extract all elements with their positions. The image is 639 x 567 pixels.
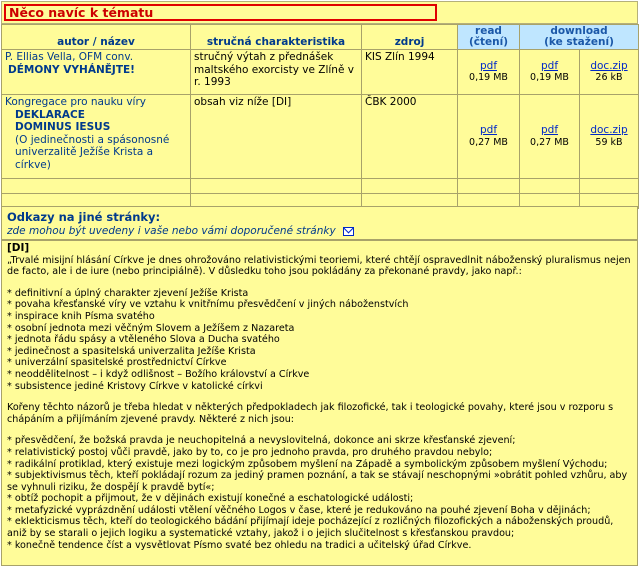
cell-read xyxy=(458,95,520,179)
file-size: 59 kB xyxy=(595,136,623,148)
di-intro: „Trvalé misijní hlásání Církve je dnes ohrožováno relativistickými teoriemi, které chtějí ospravedlnit náboženský pluralismus nejen de facto, ale i de iure (nebo principiálně). V důsledku toho jsou pokládány za překonané pravdy, jako např.: xyxy=(7,254,631,278)
header-source: zdroj xyxy=(362,25,458,50)
table-row xyxy=(2,50,639,95)
links-subtext xyxy=(7,224,632,238)
download-doc-link[interactable]: doc.zip xyxy=(590,59,628,72)
header-author: autor / název xyxy=(2,25,191,50)
list-item: * konečně tendence číst a vysvětlovat Písmo svaté bez ohledu na tradici a učitelský úřad Církve. xyxy=(7,539,472,551)
header-read xyxy=(458,25,520,50)
cell-download-pdf xyxy=(520,50,580,95)
cell-author xyxy=(2,50,191,95)
list-item: * univerzální spasitelské prostřednictví Církve xyxy=(7,357,227,369)
list-item: * osobní jednota mezi věčným Slovem a Ježíšem z Nazareta xyxy=(7,322,295,334)
links-heading: Odkazy na jiné stránky: xyxy=(7,210,161,224)
document-title-line: DOMINUS IESUS xyxy=(15,121,111,133)
document-title: DÉMONY VYHÁNĚJTE! xyxy=(8,63,135,76)
list-item: * definitivní a úplný charakter zjevení Ježíše Krista xyxy=(7,287,249,299)
download-pdf-link[interactable]: pdf xyxy=(540,124,559,136)
document-title-line: DEKLARACE xyxy=(15,108,85,121)
cell-author xyxy=(2,95,191,179)
section-title: Něco navíc k tématu xyxy=(4,4,437,21)
list-item: * neoddělitelnost – i když odlišnost – Božího království a Církve xyxy=(7,368,310,380)
header-download xyxy=(520,25,639,50)
empty-row xyxy=(2,179,639,194)
list-item: * jednota řádu spásy a vtěleného Slova a Ducha svatého xyxy=(7,334,280,346)
file-size: 0,27 MB xyxy=(469,136,508,148)
cell-download-pdf xyxy=(520,95,580,179)
read-pdf-link[interactable]: pdf xyxy=(479,124,498,136)
document-subtitle: (O jedinečnosti a spásonosné univerzalitě Ježíše Krista a církve) xyxy=(15,133,170,171)
cell-characteristic: stručný výtah z přednášek maltského exorcisty ve Zlíně v r. 1993 xyxy=(191,50,362,95)
header-characteristic: stručná charakteristika xyxy=(191,25,362,50)
download-pdf-link[interactable]: pdf xyxy=(540,59,559,72)
list-item: * přesvědčení, že božská pravda je neuchopitelná a nevyslovitelná, dokonce ani skrze křesťanské zjevení; xyxy=(7,435,516,447)
section-header xyxy=(1,1,638,24)
list-item: * eklekticismus těch, kteří do teologického bádání přijímají ideje pocházející z rozličných filozofických a náboženských proudů, aniž by se starali o jejich logiku a systematické vztahy, jakož i o jejich slučitelnost s křesťanskou pravdou; xyxy=(7,516,614,540)
list-item: * subjektivismus těch, kteří pokládají rozum za jediný pramen poznání, a tak se stávají neschopnými »obrátit pohled vzhůru, aby se vyhnuli riziku, že dospějí k pravdě bytí«; xyxy=(7,470,628,493)
list-item: * inspirace knih Písma svatého xyxy=(7,310,155,322)
file-size: 0,19 MB xyxy=(469,72,508,83)
header-read-label: read xyxy=(475,25,502,37)
di-content xyxy=(1,240,638,566)
cell-download-doc xyxy=(580,50,639,95)
file-size: 26 kB xyxy=(595,72,623,83)
resources-table xyxy=(1,24,639,209)
read-pdf-link[interactable]: pdf xyxy=(479,59,498,72)
list-item: * povaha křesťanské víry ve vztahu k vnitřnímu přesvědčení v jiných náboženstvích xyxy=(7,299,409,311)
links-subtext-label: zde mohou být uvedeny i vaše nebo vámi doporučené stránky xyxy=(7,225,336,237)
cell-read xyxy=(458,50,520,95)
table-header-row xyxy=(2,25,639,50)
cell-source: KIS Zlín 1994 xyxy=(362,50,458,95)
list-item: * radikální protiklad, který existuje mezi logickým způsobem myšlení na Západě a symbolickým způsobem myšlení Východu; xyxy=(7,458,608,470)
di-label: [DI] xyxy=(7,242,30,254)
list-item: * jedinečnost a spasitelská univerzalita Ježíše Krista xyxy=(7,345,256,357)
cell-characteristic: obsah viz níže [DI] xyxy=(191,95,362,179)
cell-source: ČBK 2000 xyxy=(362,95,458,179)
header-read-sub: (čtení) xyxy=(468,36,509,48)
header-download-label: download xyxy=(550,25,608,37)
list-item: * obtíž pochopit a přijmout, že v dějinách existují konečné a eschatologické události; xyxy=(7,493,414,505)
download-doc-link[interactable]: doc.zip xyxy=(590,124,628,136)
mail-icon[interactable] xyxy=(343,227,354,236)
file-size: 0,19 MB xyxy=(530,72,569,83)
table-row xyxy=(2,95,639,179)
links-section xyxy=(1,206,638,240)
list-item: * metafyzické vyprázdnění události vtělení věčného Logos v čase, které je redukováno na pouhé zjevení Boha v dějinách; xyxy=(7,504,591,516)
author-name: P. Ellias Vella, OFM conv. xyxy=(5,51,134,63)
list-item: * relativistický postoj vůči pravdě, jako by to, co je pro jednoho pravda, pro druhého pravdou nebylo; xyxy=(7,446,493,458)
cell-download-doc xyxy=(580,95,639,179)
di-middle: Kořeny těchto názorů je třeba hledat v některých předpokladech jak filozofické, tak i teologické povahy, které jsou v rozporu s chápáním a přijímáním zjevené pravdy. Některé z nich jsou: xyxy=(7,402,614,425)
header-download-sub: (ke stažení) xyxy=(544,36,614,48)
author-name: Kongregace pro nauku víry xyxy=(5,96,146,108)
file-size: 0,27 MB xyxy=(530,136,569,148)
list-item: * subsistence jediné Kristovy Církve v katolické církvi xyxy=(7,380,263,392)
